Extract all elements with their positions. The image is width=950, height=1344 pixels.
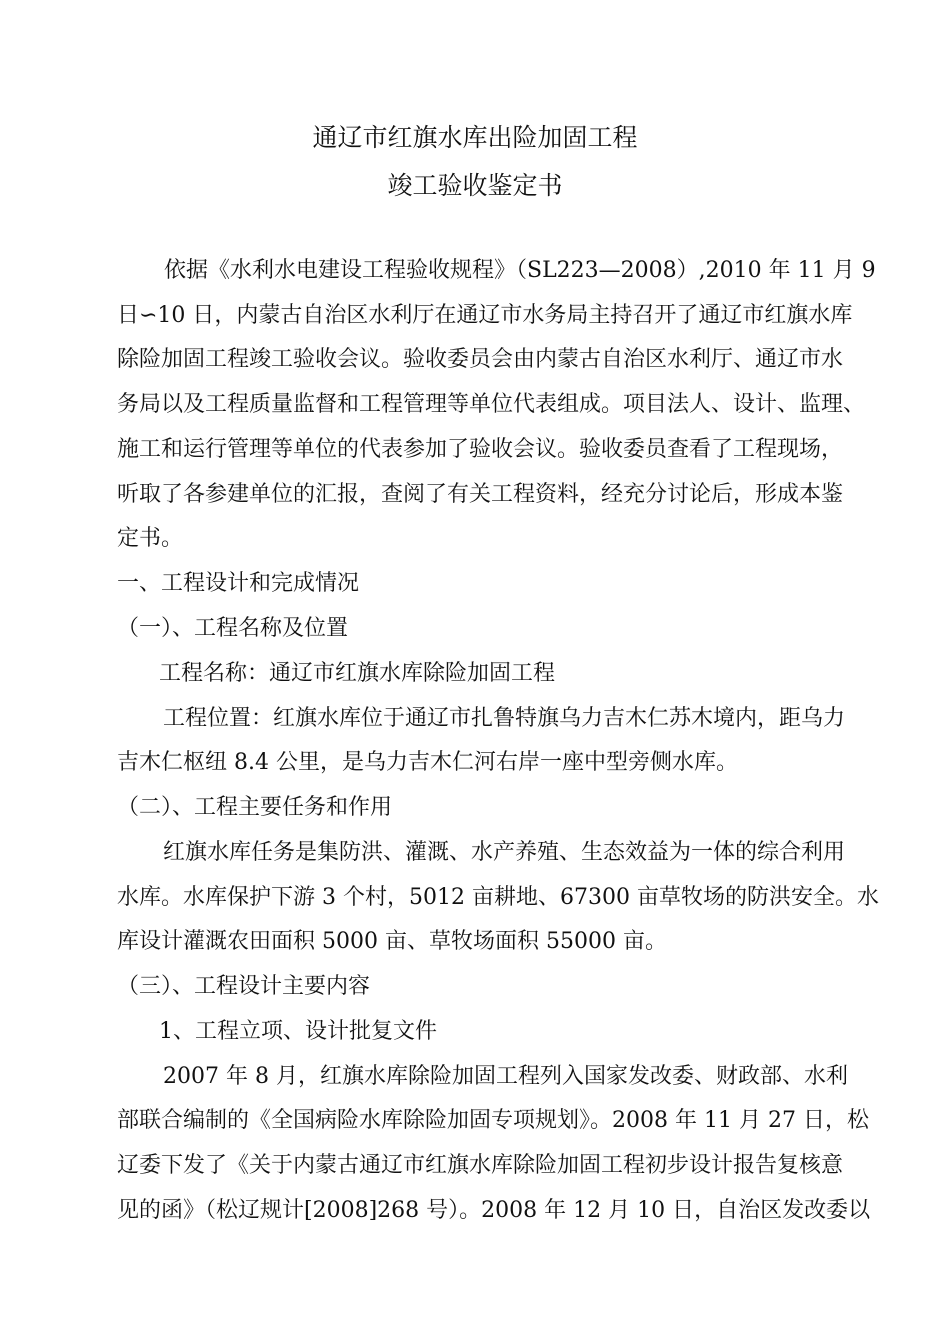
subsection-heading: （一）、工程名称及位置 — [117, 616, 349, 641]
document-title: 通辽市红旗水库出险加固工程 — [312, 123, 638, 152]
paragraph-line: 库设计灌溉农田面积 5000 亩、草牧场面积 55000 亩。 — [117, 929, 667, 954]
paragraph-line: 定书。 — [117, 526, 184, 551]
paragraph-line: 日∽10 日，内蒙古自治区水利厅在通辽市水务局主持召开了通辽市红旗水库 — [117, 303, 853, 328]
paragraph-line: 见的函》（松辽规计[2008]268 号）。2008 年 12 月 10 日，自治区发改委以 — [117, 1198, 871, 1223]
paragraph-line: 务局以及工程质量监督和工程管理等单位代表组成。项目法人、设计、监理、 — [117, 392, 866, 417]
paragraph-line: 工程名称：通辽市红旗水库除险加固工程 — [159, 661, 556, 686]
paragraph-line: 2007 年 8 月，红旗水库除险加固工程列入国家发改委、财政部、水利 — [163, 1064, 848, 1089]
subsection-heading: （三）、工程设计主要内容 — [117, 974, 371, 999]
paragraph-line: 水库。水库保护下游 3 个村，5012 亩耕地、67300 亩草牧场的防洪安全。水 — [117, 885, 879, 910]
subsection-heading: （二）、工程主要任务和作用 — [117, 795, 393, 820]
paragraph-line: 部联合编制的《全国病险水库除险加固专项规划》。2008 年 11 月 27 日，松 — [117, 1108, 869, 1133]
paragraph-line: 依据《水利水电建设工程验收规程》（SL223—2008）,2010 年 11 月 9 — [164, 258, 876, 283]
paragraph-line: 除险加固工程竣工验收会议。验收委员会由内蒙古自治区水利厅、通辽市水 — [117, 347, 844, 372]
paragraph-line: 吉木仁枢纽 8.4 公里，是乌力吉木仁河右岸一座中型旁侧水库。 — [117, 750, 738, 775]
document-subtitle: 竣工验收鉴定书 — [387, 171, 563, 200]
paragraph-line: 听取了各参建单位的汇报，查阅了有关工程资料，经充分讨论后，形成本鉴 — [117, 482, 844, 507]
paragraph-line: 1、工程立项、设计批复文件 — [159, 1019, 437, 1044]
paragraph-line: 工程位置：红旗水库位于通辽市扎鲁特旗乌力吉木仁苏木境内，距乌力 — [163, 706, 846, 731]
section-heading: 一、工程设计和完成情况 — [117, 571, 360, 596]
paragraph-line: 辽委下发了《关于内蒙古通辽市红旗水库除险加固工程初步设计报告复核意 — [117, 1153, 844, 1178]
paragraph-line: 施工和运行管理等单位的代表参加了验收会议。验收委员查看了工程现场， — [117, 437, 844, 462]
paragraph-line: 红旗水库任务是集防洪、灌溉、水产养殖、生态效益为一体的综合利用 — [163, 840, 846, 865]
